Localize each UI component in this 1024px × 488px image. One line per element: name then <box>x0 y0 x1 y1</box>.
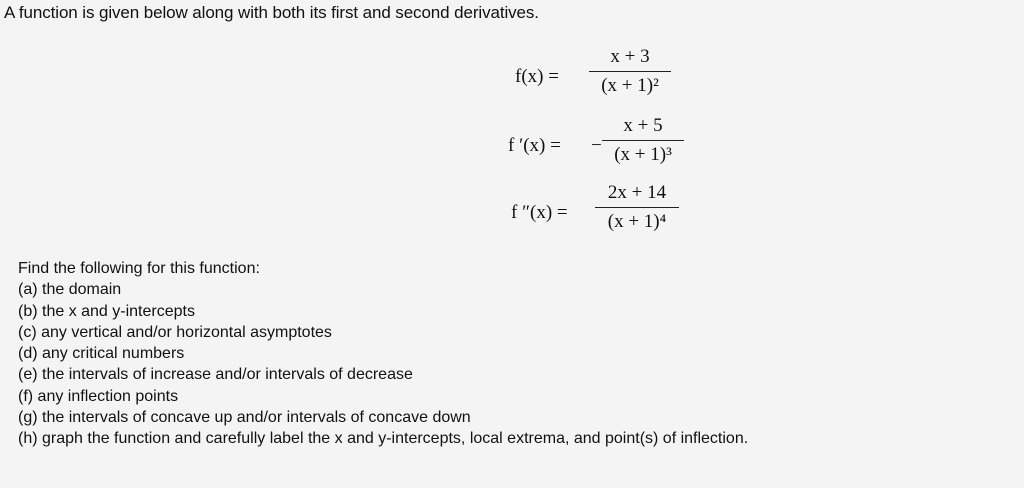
equation-f-double-prime-numerator: 2x + 14 <box>607 182 667 203</box>
equation-f-prime-lhs: f ′(x) = <box>508 135 561 156</box>
question-a: (a) the domain <box>18 281 122 299</box>
equation-f-double-prime-denominator: (x + 1)⁴ <box>607 211 667 232</box>
question-f: (f) any inflection points <box>18 387 179 405</box>
questions-heading: Find the following for this function: <box>18 260 260 277</box>
equation-f-prime-numerator: x + 5 <box>623 115 663 136</box>
question-e: (e) the intervals of increase and/or intervals of decrease <box>18 366 413 384</box>
equation-f-double-prime-lhs: f ″(x) = <box>511 202 568 223</box>
question-c: (c) any vertical and/or horizontal asymptotes <box>18 323 332 341</box>
equation-f-prime <box>505 113 705 183</box>
questions-list <box>18 258 748 450</box>
equation-f-prime-fraction <box>602 113 684 168</box>
intro-text: A function is given below along with both its first and second derivatives. <box>4 3 539 22</box>
equation-f-double-prime <box>505 180 705 250</box>
equation-f-lhs: f(x) = <box>515 66 559 87</box>
equation-f-prime-sign: − <box>591 135 602 156</box>
equation-f <box>505 44 705 114</box>
fraction-bar <box>589 71 671 72</box>
question-h: (h) graph the function and carefully label the x and y-intercepts, local extrema, and point(s) of inflection. <box>18 430 749 448</box>
equation-f-numerator: x + 3 <box>610 46 650 67</box>
question-d: (d) any critical numbers <box>18 345 185 363</box>
fraction-bar <box>595 207 679 208</box>
equation-f-fraction <box>589 44 671 99</box>
question-b: (b) the x and y-intercepts <box>18 302 195 320</box>
equation-f-double-prime-fraction <box>595 180 679 235</box>
fraction-bar <box>602 140 684 141</box>
equation-f-prime-denominator: (x + 1)³ <box>614 144 672 165</box>
question-g: (g) the intervals of concave up and/or intervals of concave down <box>18 409 471 427</box>
equation-f-denominator: (x + 1)² <box>601 75 659 96</box>
